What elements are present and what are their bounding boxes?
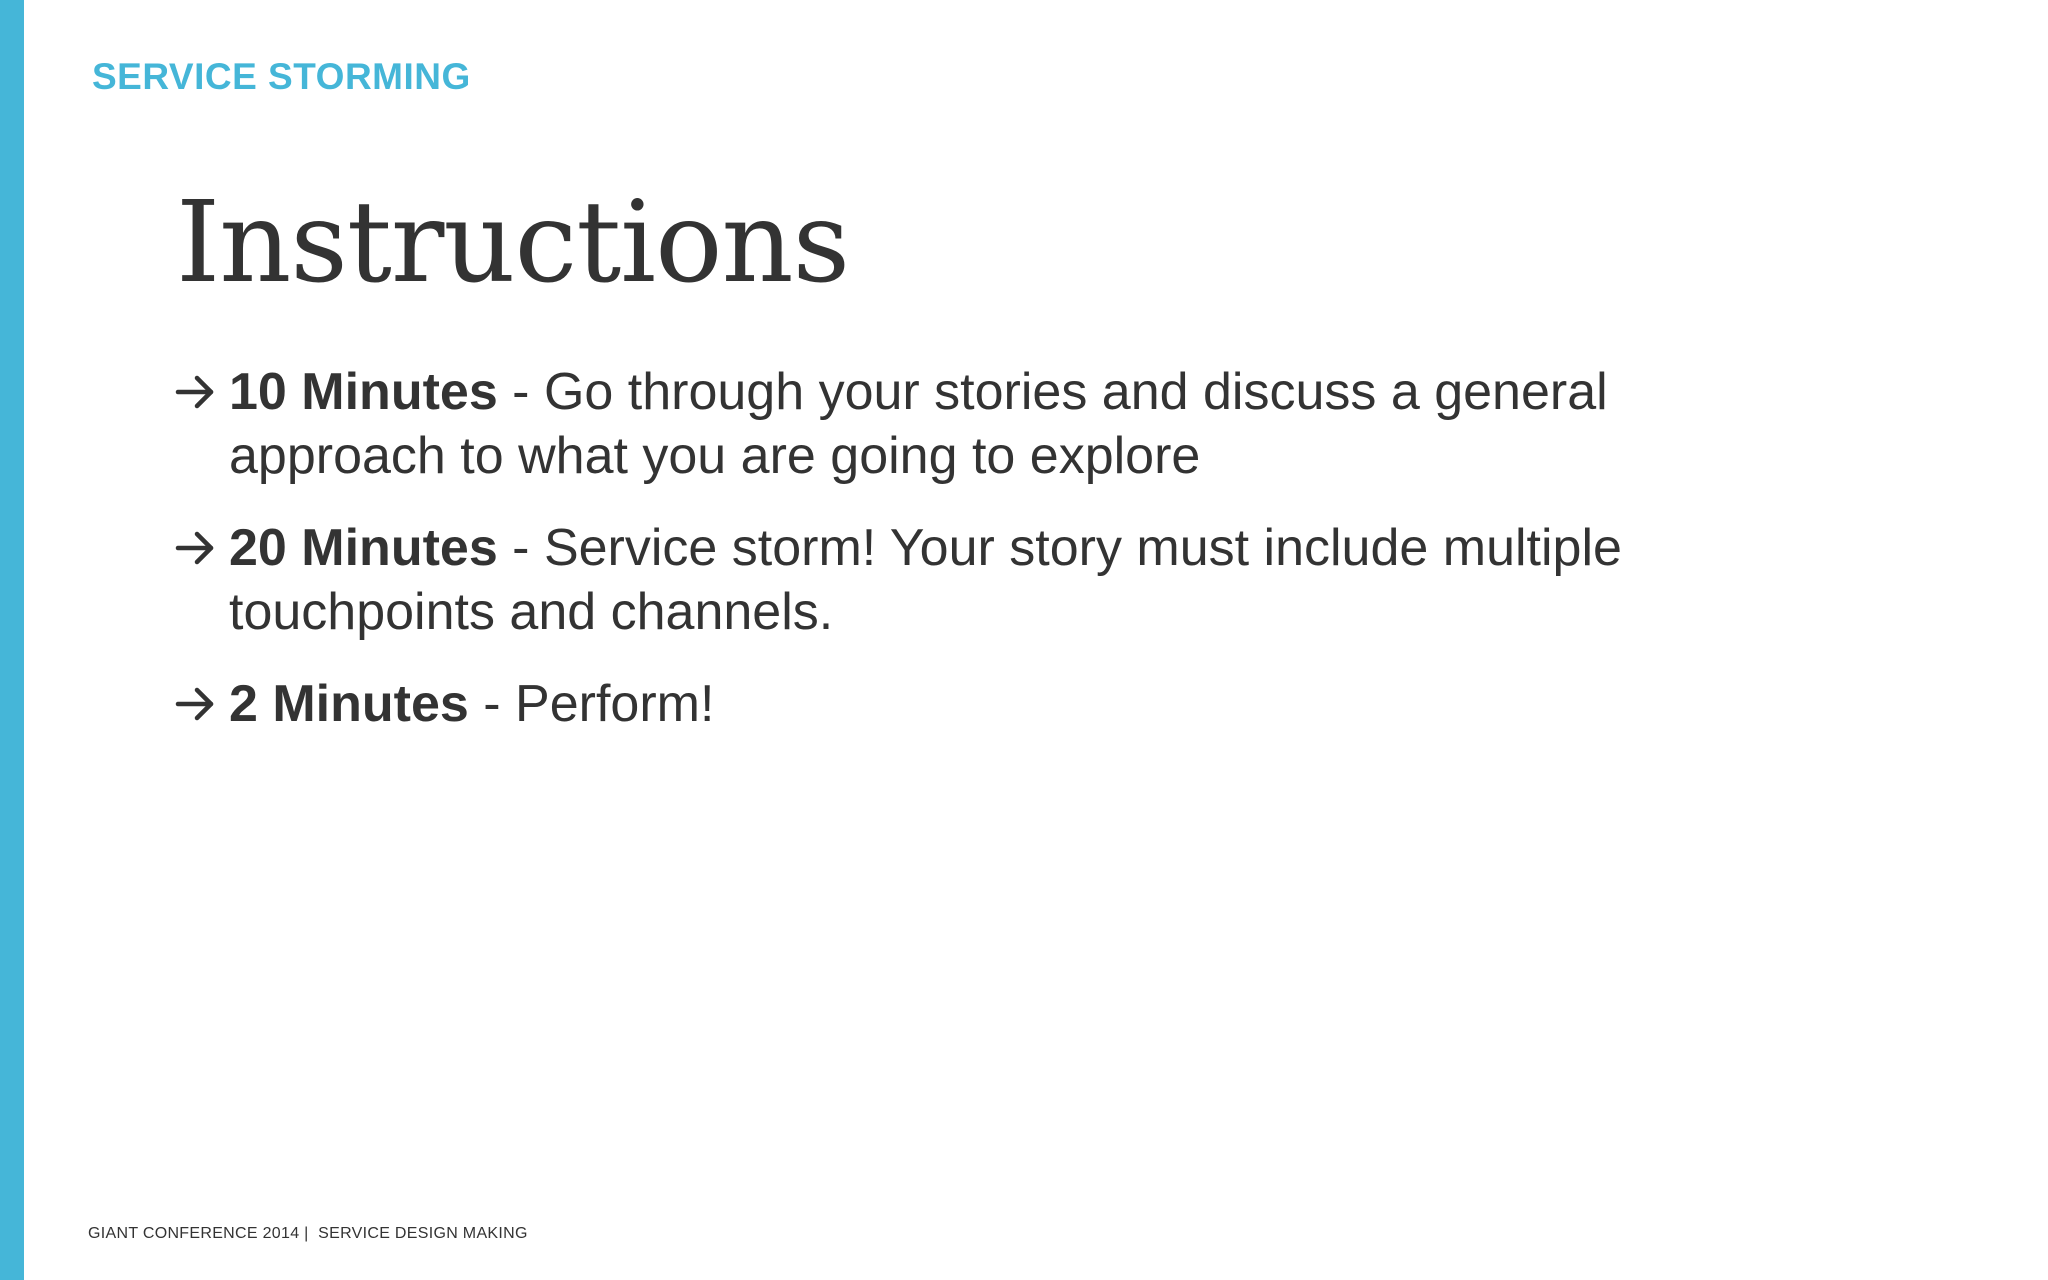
- instruction-item: [172, 360, 1732, 488]
- instruction-separator: -: [468, 675, 516, 733]
- instruction-list: [172, 360, 1732, 764]
- arrow-right-icon: [174, 682, 218, 726]
- page-title: Instructions: [176, 178, 850, 308]
- footer: [88, 1226, 528, 1242]
- arrow-right-icon: [174, 526, 218, 570]
- footer-conference: GIANT CONFERENCE 2014: [88, 1225, 300, 1242]
- instruction-text: Go through your stories and discuss a general approach to what you are going to explore: [229, 363, 1608, 485]
- instruction-separator: -: [497, 363, 544, 421]
- instruction-item: [172, 516, 1732, 644]
- instruction-item: [172, 672, 1732, 736]
- instruction-duration: 2 Minutes: [229, 675, 469, 733]
- instruction-separator: -: [497, 519, 544, 577]
- instruction-duration: 10 Minutes: [229, 363, 498, 421]
- arrow-right-icon: [174, 370, 218, 414]
- footer-divider: |: [304, 1225, 309, 1242]
- instruction-text: Perform!: [515, 675, 715, 733]
- section-label: SERVICE STORMING: [92, 56, 471, 97]
- instruction-duration: 20 Minutes: [229, 519, 498, 577]
- instruction-text: Service storm! Your story must include multiple touchpoints and channels.: [229, 519, 1622, 641]
- accent-bar: [0, 0, 24, 1280]
- footer-talk: SERVICE DESIGN MAKING: [318, 1225, 528, 1242]
